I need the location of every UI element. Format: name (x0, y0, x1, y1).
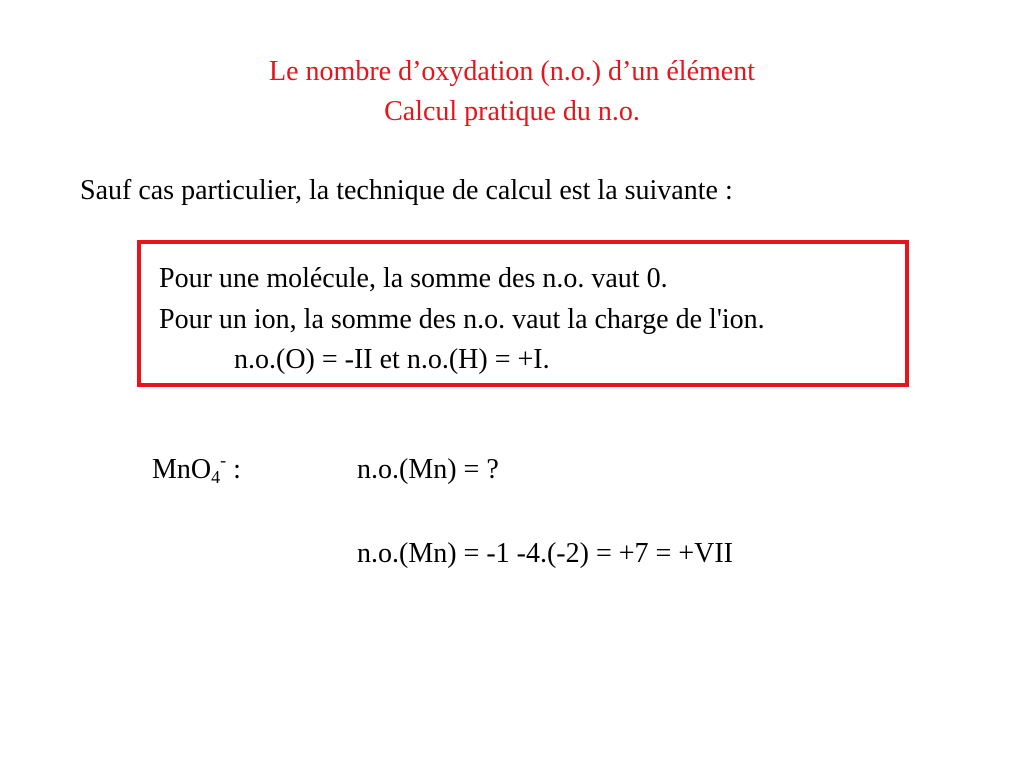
intro-text: Sauf cas particulier, la technique de calcul est la suivante : (80, 175, 733, 206)
rules-box (137, 240, 909, 387)
example-question: n.o.(Mn) = ? (357, 454, 499, 485)
slide-title: Le nombre d’oxydation (n.o.) d’un élément (269, 56, 755, 87)
species-subscript: 4 (211, 467, 221, 487)
species-base: MnO (152, 454, 212, 485)
rule-molecule: Pour une molécule, la somme des n.o. vaut 0. (159, 263, 668, 294)
species-suffix: : (226, 454, 241, 485)
rule-ion: Pour un ion, la somme des n.o. vaut la charge de l'ion. (159, 304, 765, 335)
species-charge: - (220, 450, 227, 470)
slide-subtitle: Calcul pratique du n.o. (384, 96, 640, 127)
example-answer: n.o.(Mn) = -1 -4.(-2) = +7 = +VII (357, 538, 733, 569)
rule-values: n.o.(O) = -II et n.o.(H) = +I. (234, 344, 550, 375)
example-species (152, 452, 241, 488)
